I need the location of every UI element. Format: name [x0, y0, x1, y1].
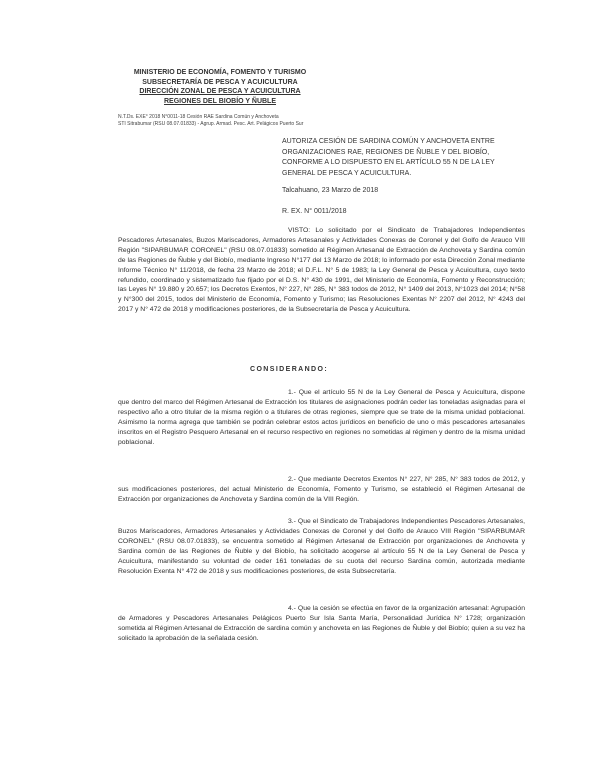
considerando-4 [118, 604, 525, 644]
considerando-heading: CONSIDERANDO: [250, 366, 329, 373]
letterhead [120, 68, 320, 106]
file-reference-line-1: N.T.Ds. EXE° 2018 N°0011-18 Cesión RAE Sardina Común y Anchoveta [118, 114, 279, 120]
considerando-1-text: 1.- Que el artículo 55 N de la Ley General de Pesca y Acuicultura, dispone que dentro del marco del Régimen Artesanal de Extracción los titulares de asignaciones podrán ceder las toneladas asignadas para el respectivo año a otro titular de la misma región o a titulares de otras regiones, siempre que se trate de la misma unidad poblacional. Asimismo la norma agrega que también se podrán celebrar estos actos jurídicos en beneficio de uno o más pescadores artesanales inscritos en el Registro Pesquero Artesanal en el recurso respectivo en regiones no sometidas al régimen y dentro de la misma unidad poblacional. [118, 389, 525, 446]
resolution-number: R. EX. N° 0011/2018 [282, 208, 347, 215]
considerando-4-text: 4.- Que la cesión se efectúa en favor de la organización artesanal: Agrupación de Armadores y Pescadores Artesanales Pelágicos Puerto Sur Isla Santa María, Personalidad Jurídica N° 1728; organización sometida al Régimen Artesanal de Extracción de sardina común y anchoveta en las Regiones de Ñuble y del Biobío; quien a su vez ha solicitado la aprobación de la señalada cesión. [118, 605, 525, 642]
direccion-zonal-name: DIRECCIÓN ZONAL DE PESCA Y ACUICULTURA [139, 88, 301, 96]
considerando-1 [118, 388, 525, 447]
considerando-2 [118, 475, 525, 505]
file-reference-line-2: STI Sitrabumar (RSU 08.07.01833) - Agrup. Armad. Pesc. Art. Pelágicos Puerto Sur [118, 121, 304, 127]
visto-text: VISTO: Lo solicitado por el Sindicato de Trabajadores Independientes Pescadores Artesanales, Buzos Mariscadores, Armadores Artesanales y Actividades Conexas de Coronel y del Golfo de Arauco VIII Región "SIPARBUMAR CORONEL" (RSU 08.07.01833) sometido al Régimen Artesanal de Extracción de Anchoveta y Sardina común de las Regiones de Ñuble y del Biobío, mediante Ingreso N°177 del 13 Marzo de 2018; lo informado por esta Dirección Zonal mediante Informe Técnico N° 11/2018, de fecha 23 Marzo de 2018; el D.F.L. N° 5 de 1983; la Ley General de Pesca y Acuicultura, cuyo texto refundido, coordinado y sistematizado fue fijado por el D.S. N° 430 de 1991, del Ministerio de Economía, Fomento y Reconstrucción; las Leyes N° 19.880 y 20.657; los Decretos Exentos, N° 227, N° 285, N° 383 todos de 2012, N° 1409 del 2013, N°1023 del 2014; N°58 y N°300 del 2015, todos del Ministerio de Economía, Fomento y Turismo; las Resoluciones Exentas N° 2207 del 2012, N° 4243 del 2017 y N° 472 de 2018 y modificaciones posteriores, de la Subsecretaría de Pesca y Acuicultura. [118, 227, 525, 314]
regiones-name: REGIONES DEL BIOBÍO Y ÑUBLE [163, 97, 277, 105]
considerando-2-text: 2.- Que mediante Decretos Exentos N° 227, N° 285, N° 383 todos de 2012, y sus modificaciones posteriores, del actual Ministerio de Economía, Fomento y Turismo, se estableció el Régimen Artesanal de Extracción por organizaciones de Anchoveta y Sardina común de la VIII Región. [118, 476, 525, 503]
considerando-3-text: 3.- Que el Sindicato de Trabajadores Independientes Pescadores Artesanales, Buzos Mariscadores, Armadores Artesanales y Actividades Conexas de Coronel y del Golfo de Arauco VIII Región "SIPARBUMAR CORONEL" (RSU 08.07.01833), se encuentra sometido al Régimen Artesanal de Extracción por organizaciones de Anchoveta y Sardina común de las Regiones de Ñuble y del Biobío, ha solicitado acogerse al artículo 55 N de la Ley General de Pesca y Acuicultura, manifestando su voluntad de ceder 161 toneladas de su cuota del recurso Sardina común, autorizada mediante Resolución Exenta N° 472 de 2018 y sus modificaciones posteriores, de esta Subsecretaría. [118, 518, 525, 575]
place-date: Talcahuano, 23 Marzo de 2018 [282, 187, 379, 194]
considerando-3 [118, 517, 525, 576]
resolution-subject: AUTORIZA CESIÓN DE SARDINA COMÚN Y ANCHOVETA ENTRE ORGANIZACIONES RAE, REGIONES DE ÑUBLE Y DEL BIOBÍO, CONFORME A LO DISPUESTO EN EL ARTÍCULO 55 N DE LA LEY GENERAL DE PESCA Y ACUICULTURA. [282, 138, 495, 177]
visto-paragraph [118, 226, 525, 315]
ministry-name: MINISTERIO DE ECONOMÍA, FOMENTO Y TURISMO [133, 69, 307, 76]
subsecretaria-name: SUBSECRETARÍA DE PESCA Y ACUICULTURA [142, 78, 298, 86]
